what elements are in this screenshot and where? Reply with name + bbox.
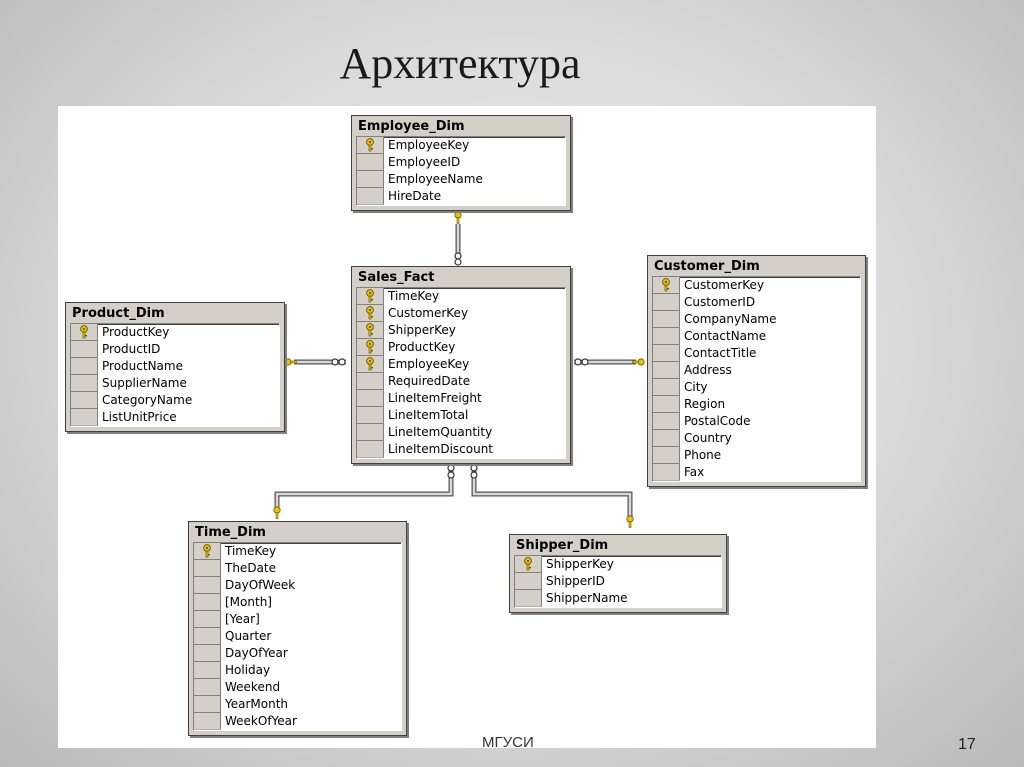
column-row[interactable] <box>194 713 401 730</box>
column-row[interactable] <box>194 594 401 611</box>
column-name: LineItemFreight <box>388 391 482 405</box>
row-selector[interactable] <box>71 358 98 375</box>
column-name: EmployeeKey <box>388 138 470 152</box>
column-row[interactable] <box>71 375 279 392</box>
row-selector[interactable] <box>71 409 98 426</box>
column-name: ContactTitle <box>684 346 757 360</box>
column-name: City <box>684 380 708 394</box>
table-title[interactable]: Employee_Dim <box>358 119 465 134</box>
row-selector[interactable] <box>357 305 384 322</box>
column-row[interactable] <box>653 396 860 413</box>
row-selector[interactable] <box>194 628 221 645</box>
row-selector[interactable] <box>653 396 680 413</box>
column-row[interactable] <box>194 560 401 577</box>
row-selector[interactable] <box>653 328 680 345</box>
row-selector[interactable] <box>357 356 384 373</box>
column-list <box>70 323 280 427</box>
column-row[interactable] <box>357 441 565 458</box>
column-name: ContactName <box>684 329 767 343</box>
column-row[interactable] <box>653 447 860 464</box>
row-selector[interactable] <box>194 662 221 679</box>
row-selector[interactable] <box>653 362 680 379</box>
table-product-dim[interactable] <box>65 302 285 432</box>
row-selector[interactable] <box>357 171 384 188</box>
row-selector[interactable] <box>194 594 221 611</box>
column-row[interactable] <box>357 322 565 339</box>
column-row[interactable] <box>71 324 279 341</box>
column-row[interactable] <box>357 356 565 373</box>
column-name: EmployeeID <box>388 155 461 169</box>
primary-key-icon <box>364 323 376 337</box>
row-selector[interactable] <box>357 407 384 424</box>
table-title[interactable]: Product_Dim <box>72 306 165 321</box>
column-name: RequiredDate <box>388 374 471 388</box>
column-name: ShipperKey <box>546 557 614 571</box>
row-selector[interactable] <box>194 577 221 594</box>
table-shipper-dim[interactable] <box>509 534 727 613</box>
column-row[interactable] <box>357 137 565 154</box>
table-time-dim[interactable] <box>188 521 407 736</box>
column-row[interactable] <box>357 390 565 407</box>
column-name: SupplierName <box>102 376 187 390</box>
row-selector[interactable] <box>357 154 384 171</box>
column-row[interactable] <box>194 628 401 645</box>
row-selector[interactable] <box>357 322 384 339</box>
row-selector[interactable] <box>653 345 680 362</box>
row-selector[interactable] <box>194 713 221 730</box>
column-row[interactable] <box>653 311 860 328</box>
row-selector[interactable] <box>653 379 680 396</box>
column-list <box>356 136 566 206</box>
column-row[interactable] <box>194 577 401 594</box>
column-name: ShipperID <box>546 574 605 588</box>
column-row[interactable] <box>653 379 860 396</box>
column-name: CustomerID <box>684 295 756 309</box>
row-selector[interactable] <box>194 696 221 713</box>
column-row[interactable] <box>194 679 401 696</box>
column-name: Country <box>684 431 732 445</box>
table-title[interactable]: Shipper_Dim <box>516 538 609 553</box>
column-name: Holiday <box>225 663 271 677</box>
column-row[interactable] <box>194 662 401 679</box>
row-selector[interactable] <box>357 424 384 441</box>
column-row[interactable] <box>357 305 565 322</box>
column-name: TimeKey <box>225 544 277 558</box>
row-selector[interactable] <box>357 373 384 390</box>
primary-key-icon <box>78 325 90 339</box>
column-name: Weekend <box>225 680 281 694</box>
column-name: LineItemQuantity <box>388 425 493 439</box>
row-selector[interactable] <box>71 341 98 358</box>
row-selector[interactable] <box>194 645 221 662</box>
table-customer-dim[interactable] <box>647 255 866 487</box>
row-selector[interactable] <box>71 324 98 341</box>
column-name: TheDate <box>225 561 276 575</box>
column-name: Quarter <box>225 629 272 643</box>
row-selector[interactable] <box>194 543 221 560</box>
row-selector[interactable] <box>653 413 680 430</box>
primary-key-icon <box>522 557 534 571</box>
row-selector[interactable] <box>653 277 680 294</box>
row-selector[interactable] <box>357 339 384 356</box>
row-selector[interactable] <box>653 447 680 464</box>
row-selector[interactable] <box>515 573 542 590</box>
table-title[interactable]: Time_Dim <box>195 525 266 540</box>
row-selector[interactable] <box>194 679 221 696</box>
column-name: LineItemDiscount <box>388 442 494 456</box>
column-row[interactable] <box>71 392 279 409</box>
column-name: ProductKey <box>388 340 456 354</box>
row-selector[interactable] <box>357 441 384 458</box>
row-selector[interactable] <box>653 311 680 328</box>
column-name: DayOfWeek <box>225 578 296 592</box>
column-list <box>514 555 722 608</box>
row-selector[interactable] <box>357 390 384 407</box>
column-name: WeekOfYear <box>225 714 297 728</box>
row-selector[interactable] <box>357 288 384 305</box>
primary-key-icon <box>660 278 672 292</box>
column-row[interactable] <box>71 409 279 426</box>
primary-key-icon <box>364 340 376 354</box>
column-list <box>193 542 402 731</box>
column-name: YearMonth <box>225 697 289 711</box>
column-row[interactable] <box>515 556 721 573</box>
row-selector[interactable] <box>71 392 98 409</box>
primary-key-icon <box>364 138 376 152</box>
row-selector[interactable] <box>357 188 384 205</box>
column-row[interactable] <box>653 362 860 379</box>
column-name: ProductKey <box>102 325 170 339</box>
column-row[interactable] <box>515 590 721 607</box>
column-row[interactable] <box>653 464 860 481</box>
column-row[interactable] <box>357 407 565 424</box>
column-row[interactable] <box>194 611 401 628</box>
row-selector[interactable] <box>653 430 680 447</box>
column-name: ShipperName <box>546 591 628 605</box>
column-name: Fax <box>684 465 705 479</box>
column-name: EmployeeKey <box>388 357 470 371</box>
slide-title: Архитектура <box>339 39 581 88</box>
column-row[interactable] <box>653 430 860 447</box>
column-row[interactable] <box>653 345 860 362</box>
column-row[interactable] <box>357 373 565 390</box>
column-row[interactable] <box>357 188 565 205</box>
column-name: CategoryName <box>102 393 193 407</box>
primary-key-icon <box>364 289 376 303</box>
column-row[interactable] <box>194 543 401 560</box>
column-name: CustomerKey <box>388 306 469 320</box>
table-title[interactable]: Sales_Fact <box>358 270 435 285</box>
column-row[interactable] <box>71 358 279 375</box>
column-row[interactable] <box>357 171 565 188</box>
column-row[interactable] <box>194 645 401 662</box>
column-row[interactable] <box>653 294 860 311</box>
row-selector[interactable] <box>194 560 221 577</box>
column-row[interactable] <box>357 154 565 171</box>
column-row[interactable] <box>194 696 401 713</box>
row-selector[interactable] <box>653 464 680 481</box>
row-selector[interactable] <box>653 294 680 311</box>
column-name: TimeKey <box>388 289 440 303</box>
table-employee-dim[interactable] <box>351 115 571 211</box>
column-row[interactable] <box>357 288 565 305</box>
page-number: 17 <box>958 736 976 753</box>
column-name: ListUnitPrice <box>102 410 177 424</box>
column-name: Phone <box>684 448 722 462</box>
column-row[interactable] <box>653 328 860 345</box>
column-name: PostalCode <box>684 414 751 428</box>
column-list <box>356 287 566 459</box>
column-row[interactable] <box>71 341 279 358</box>
row-selector[interactable] <box>194 611 221 628</box>
column-name: ShipperKey <box>388 323 456 337</box>
footer-text: МГУСИ <box>482 734 534 751</box>
row-selector[interactable] <box>515 590 542 607</box>
column-row[interactable] <box>653 277 860 294</box>
row-selector[interactable] <box>71 375 98 392</box>
column-name: DayOfYear <box>225 646 288 660</box>
column-name: EmployeeName <box>388 172 483 186</box>
column-row[interactable] <box>515 573 721 590</box>
column-name: ProductID <box>102 342 161 356</box>
column-list <box>652 276 861 482</box>
column-name: [Month] <box>225 595 272 609</box>
row-selector[interactable] <box>357 137 384 154</box>
primary-key-icon <box>201 544 213 558</box>
column-name: Region <box>684 397 726 411</box>
column-name: LineItemTotal <box>388 408 469 422</box>
column-name: CustomerKey <box>684 278 765 292</box>
column-name: HireDate <box>388 189 442 203</box>
column-name: CompanyName <box>684 312 777 326</box>
column-row[interactable] <box>357 424 565 441</box>
table-title[interactable]: Customer_Dim <box>654 259 760 274</box>
primary-key-icon <box>364 306 376 320</box>
primary-key-icon <box>364 357 376 371</box>
row-selector[interactable] <box>515 556 542 573</box>
column-name: Address <box>684 363 732 377</box>
column-row[interactable] <box>357 339 565 356</box>
column-name: [Year] <box>225 612 260 626</box>
column-name: ProductName <box>102 359 183 373</box>
column-row[interactable] <box>653 413 860 430</box>
table-sales-fact[interactable] <box>351 266 571 464</box>
